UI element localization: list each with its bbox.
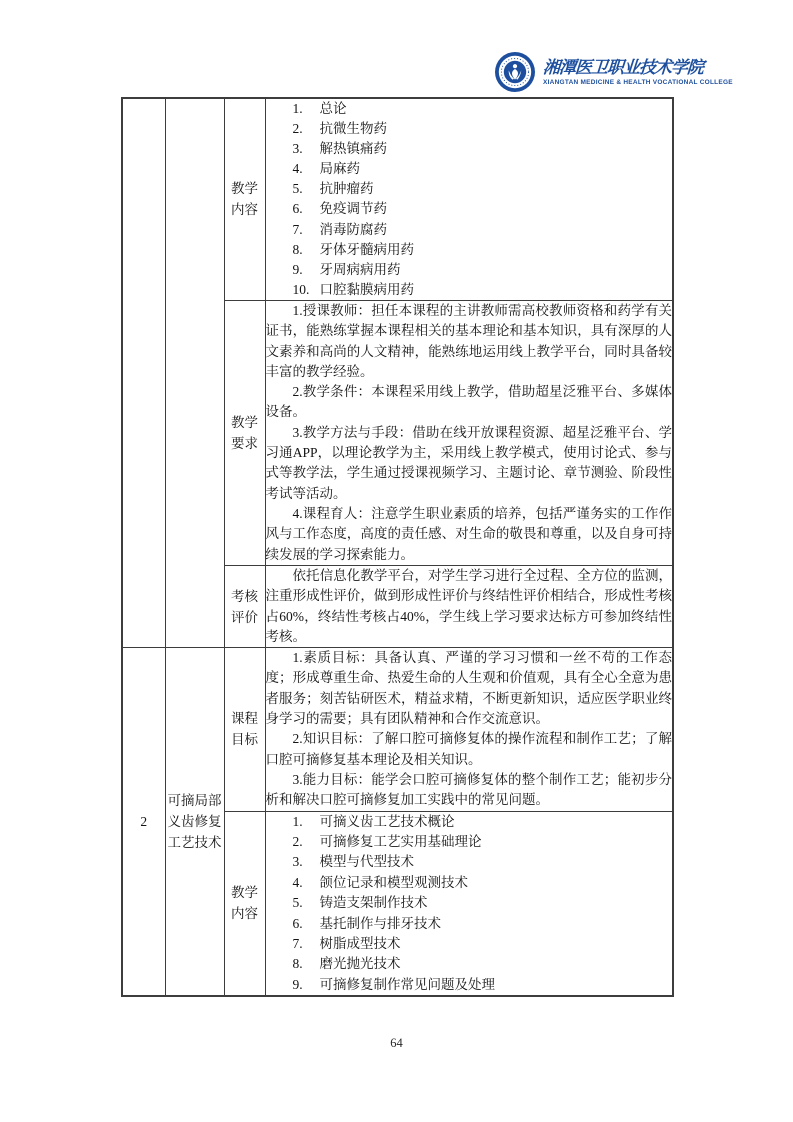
list-item-number: 5. bbox=[292, 895, 303, 911]
teaching-requirements-cell bbox=[265, 300, 673, 565]
list-item-number: 7. bbox=[292, 221, 303, 237]
course-name: 可摘局部义齿修复工艺技术 bbox=[167, 793, 222, 851]
list-item-number: 9. bbox=[292, 261, 303, 277]
list-item bbox=[293, 975, 673, 995]
list-item bbox=[293, 280, 673, 300]
section-label: 教学内容 bbox=[231, 885, 258, 922]
list-item-number: 6. bbox=[292, 201, 303, 217]
list-item-text: 可摘修复工艺实用基础理论 bbox=[319, 833, 482, 849]
list-item-number: 8. bbox=[292, 956, 303, 972]
list-item bbox=[293, 199, 673, 219]
list-item bbox=[293, 954, 673, 974]
table-row bbox=[122, 648, 673, 811]
list-item bbox=[293, 812, 673, 832]
paragraph: 2.教学条件：本课程采用线上教学，借助超星泛雅平台、多媒体设备。 bbox=[265, 384, 672, 420]
paragraph: 3.能力目标：能学会口腔可摘修复体的整个制作工艺；能初步分析和解决口腔可摘修复加工实践中的常见问题。 bbox=[265, 771, 672, 808]
content-list bbox=[266, 812, 673, 996]
section-label-cell bbox=[224, 565, 265, 647]
course-objectives-cell bbox=[265, 648, 673, 811]
college-name-cn: 湘潭医卫职业技术学院 bbox=[542, 57, 704, 77]
list-item-text: 牙周病病用药 bbox=[319, 261, 401, 277]
list-item bbox=[293, 852, 673, 872]
list-item-text: 铸造支架制作技术 bbox=[319, 895, 428, 911]
list-item-text: 抗肿瘤药 bbox=[319, 181, 374, 197]
list-item-text: 免疫调节药 bbox=[319, 201, 387, 217]
list-item bbox=[293, 159, 673, 179]
section-label: 教学要求 bbox=[231, 414, 258, 451]
syllabus-table bbox=[121, 97, 674, 997]
list-item-number: 6. bbox=[292, 915, 303, 931]
list-item bbox=[293, 119, 673, 139]
row-number-cell: 2 bbox=[122, 648, 165, 997]
list-item-text: 可摘修复制作常见问题及处理 bbox=[319, 976, 495, 992]
list-item-text: 基托制作与排牙技术 bbox=[319, 915, 441, 931]
list-item-text: 颌位记录和模型观测技术 bbox=[319, 874, 468, 890]
section-label-cell bbox=[224, 811, 265, 996]
list-item bbox=[293, 240, 673, 260]
list-item-number: 9. bbox=[292, 976, 303, 992]
list-item-number: 1. bbox=[292, 813, 303, 829]
list-item-number: 5. bbox=[292, 181, 303, 197]
paragraph: 1.素质目标：具备认真、严谨的学习习惯和一丝不苟的工作态度；形成尊重生命、热爱生命的人生观和价值观，具有全心全意为患者服务；刻苦钻研医术，精益求精，不断更新知识，适应医学职业终身学习的需要；具有团队精神和合作交流意识。 bbox=[265, 650, 672, 727]
list-item-text: 总论 bbox=[319, 101, 347, 116]
list-item-number: 4. bbox=[292, 161, 303, 177]
list-item-text: 牙体牙髓病用药 bbox=[319, 241, 414, 257]
list-item-text: 抗微生物药 bbox=[319, 121, 387, 137]
list-item-text: 解热镇痛药 bbox=[319, 141, 387, 157]
list-item-text: 树脂成型技术 bbox=[319, 935, 401, 951]
row-number-cell bbox=[122, 98, 165, 648]
list-item bbox=[293, 260, 673, 280]
list-item-number: 3. bbox=[292, 141, 303, 157]
list-item-number: 8. bbox=[292, 241, 303, 257]
list-item-number: 10. bbox=[292, 281, 310, 297]
paragraph: 2.知识目标：了解口腔可摘修复体的操作流程和制作工艺；了解口腔可摘修复基本理论及相关知识。 bbox=[265, 731, 672, 767]
list-item bbox=[293, 873, 673, 893]
list-item-text: 局麻药 bbox=[319, 161, 360, 177]
section-label: 课程目标 bbox=[231, 711, 258, 748]
teaching-content-cell bbox=[265, 811, 673, 996]
section-label-cell bbox=[224, 300, 265, 565]
paragraph: 4.课程育人：注意学生职业素质的培养，包括严谨务实的工作作风与工作态度，高度的责任感、对生命的敬畏和尊重，以及自身可持续发展的学习探索能力。 bbox=[265, 505, 672, 562]
section-label-cell bbox=[224, 98, 265, 300]
list-item bbox=[293, 179, 673, 199]
course-name-cell bbox=[165, 648, 224, 997]
college-emblem-icon bbox=[494, 51, 536, 93]
list-item bbox=[293, 893, 673, 913]
list-item bbox=[293, 934, 673, 954]
list-item-number: 7. bbox=[292, 935, 303, 951]
list-item bbox=[293, 99, 673, 119]
table-row bbox=[122, 98, 673, 300]
evaluation-cell bbox=[265, 565, 673, 647]
list-item-number: 1. bbox=[292, 101, 303, 116]
teaching-content-cell bbox=[265, 98, 673, 300]
list-item-number: 2. bbox=[292, 121, 303, 137]
course-name-cell bbox=[165, 98, 224, 648]
list-item-number: 2. bbox=[292, 833, 303, 849]
list-item bbox=[293, 832, 673, 852]
college-logo bbox=[494, 51, 733, 93]
college-name-en: XIANGTAN MEDICINE & HEALTH VOCATIONAL COLLEGE bbox=[543, 78, 733, 86]
list-item bbox=[293, 220, 673, 240]
content-list bbox=[266, 99, 673, 300]
list-item-text: 消毒防腐药 bbox=[319, 221, 387, 237]
college-name-block bbox=[543, 58, 733, 87]
list-item-text: 可摘义齿工艺技术概论 bbox=[319, 813, 455, 829]
section-label: 教学内容 bbox=[231, 181, 258, 218]
paragraph: 1.授课教师：担任本课程的主讲教师需高校教师资格和药学有关证书，能熟练掌握本课程相关的基本理论和基本知识，具有深厚的人文素养和高尚的人文精神，能熟练地运用线上教学平台，同时具备较丰富的教学经验。 bbox=[265, 303, 672, 379]
list-item bbox=[293, 139, 673, 159]
paragraph: 依托信息化教学平台，对学生学习进行全过程、全方位的监测，注重形成性评价，做到形成性评价与终结性评价相结合，形成性考核占60%，终结性考核占40%，学生线上学习要求达标方可参加终结性考核。 bbox=[265, 567, 672, 644]
list-item-number: 4. bbox=[292, 874, 303, 890]
list-item-number: 3. bbox=[292, 854, 303, 870]
list-item-text: 模型与代型技术 bbox=[319, 854, 414, 870]
page-number: 64 bbox=[390, 1036, 403, 1050]
list-item-text: 口腔黏膜病用药 bbox=[319, 281, 414, 297]
section-label-cell bbox=[224, 648, 265, 811]
section-label: 考核评价 bbox=[231, 588, 258, 625]
list-item-text: 磨光抛光技术 bbox=[319, 956, 401, 972]
paragraph: 3.教学方法与手段：借助在线开放课程资源、超星泛雅平台、学习通APP，以理论教学为主，采用线上教学模式，使用讨论式、参与式等教学法，学生通过授课视频学习、主题讨论、章节测验、阶段性考试等活动。 bbox=[265, 424, 672, 501]
list-item bbox=[293, 914, 673, 934]
